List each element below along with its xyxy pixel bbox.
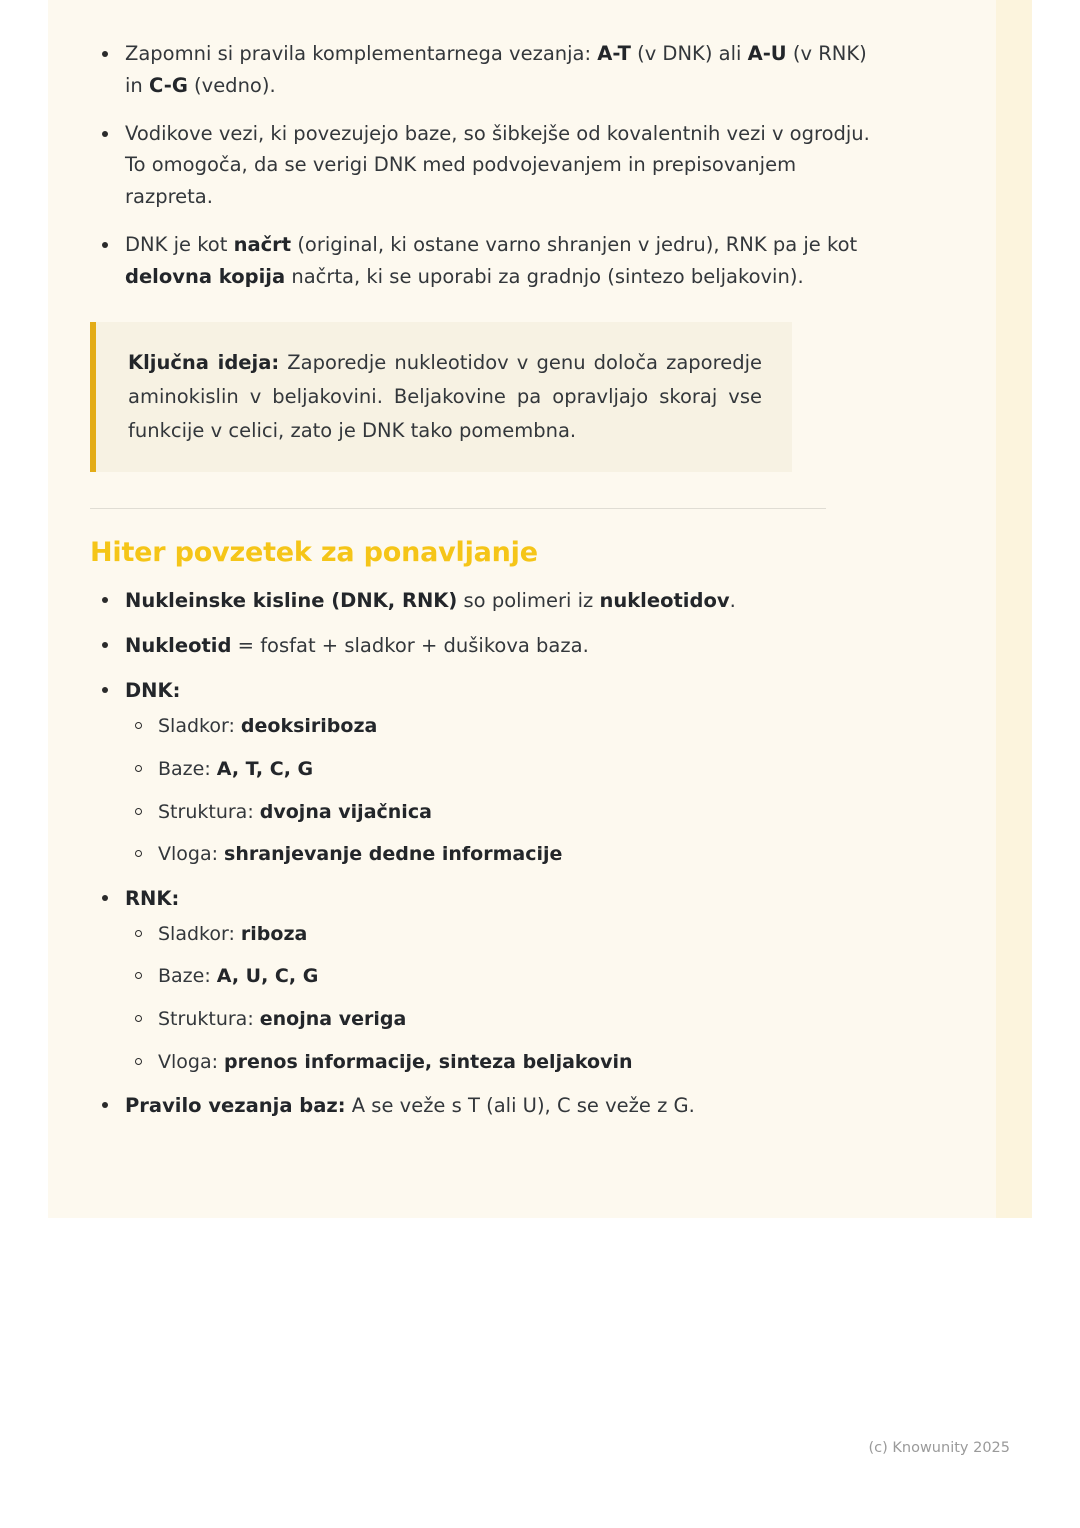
plain-text: Baze: — [158, 757, 217, 780]
plain-text: (original, ki ostane varno shranjen v jedru), RNK pa je kot — [291, 232, 858, 256]
plain-text: načrta, ki se uporabi za gradnjo (sintezo beljakovin). — [285, 264, 804, 288]
emphasis-text: shranjevanje dedne informacije — [224, 843, 563, 866]
emphasis-text: Nukleotid — [125, 633, 232, 657]
emphasis-text: Nukleinske kisline (DNK, RNK) — [125, 588, 458, 612]
emphasis-text: riboza — [240, 922, 308, 945]
sub-list — [125, 921, 880, 1076]
plain-text: Baze: — [158, 965, 217, 988]
copyright-footer: (c) Knowunity 2025 — [868, 1440, 1010, 1456]
page-accent-band — [996, 0, 1032, 1218]
sub-list-item — [125, 799, 880, 827]
emphasis-text: A, U, C, G — [216, 965, 319, 988]
emphasis-text: A, T, C, G — [216, 757, 314, 780]
sub-list-item — [125, 841, 880, 869]
list-item — [90, 118, 880, 213]
document-page — [48, 0, 1032, 1218]
key-idea-text — [128, 346, 762, 447]
emphasis-text: načrt — [233, 232, 292, 256]
sub-list-item — [125, 921, 880, 949]
emphasis-text: A-U — [747, 42, 787, 65]
emphasis-text: RNK: — [125, 886, 180, 910]
list-item — [90, 884, 880, 1076]
plain-text: A se veže s T (ali U), C se veže z G. — [345, 1094, 695, 1118]
plain-text: . — [729, 588, 736, 612]
sub-list-item — [125, 963, 880, 991]
intro-bullet-list — [90, 38, 880, 292]
plain-text: Struktura: — [158, 800, 260, 823]
emphasis-text: Pravilo vezanja baz: — [125, 1094, 346, 1118]
plain-text: so polimeri iz — [457, 588, 600, 612]
emphasis-text: enojna veriga — [259, 1007, 407, 1030]
plain-text: Vodikove vezi, ki povezujejo baze, so šibkejše od kovalentnih vezi v ogrodju. To omogoča, da se verigi DNK med podvojevanjem in prepisovanjem razpreta. — [125, 121, 870, 209]
emphasis-text: DNK: — [125, 679, 181, 703]
list-item — [90, 38, 880, 102]
plain-text: Vloga: — [158, 843, 225, 866]
plain-text: Struktura: — [158, 1007, 260, 1030]
page-title: Hiter povzetek za ponavljanje — [90, 536, 538, 568]
list-item — [90, 631, 880, 660]
plain-text: Sladkor: — [158, 922, 241, 945]
plain-text: (v RNK) in — [125, 42, 867, 97]
emphasis-text: dvojna vijačnica — [259, 800, 432, 823]
plain-text: (v DNK) ali — [630, 42, 748, 65]
emphasis-text: prenos informacije, sinteza beljakovin — [224, 1050, 633, 1073]
plain-text: (vedno). — [187, 73, 276, 97]
key-idea-callout — [90, 322, 792, 471]
sub-list-item — [125, 756, 880, 784]
plain-text: = fosfat + sladkor + dušikova baza. — [231, 633, 589, 657]
sub-list-item — [125, 713, 880, 741]
plain-text: DNK je kot — [125, 232, 234, 256]
emphasis-text: deoksiriboza — [240, 715, 378, 738]
list-item — [90, 229, 880, 293]
emphasis-text: C-G — [148, 73, 188, 97]
sub-list-item — [125, 1006, 880, 1034]
key-idea-body: Zaporedje nukleotidov v genu določa zaporedje aminokislin v beljakovini. Beljakovine pa opravljajo skoraj vse funkcije v celici, zato je DNK tako pomembna. — [128, 351, 762, 442]
list-item — [90, 1091, 880, 1120]
list-item — [90, 586, 880, 615]
plain-text: Sladkor: — [158, 715, 241, 738]
plain-text: Zapomni si pravila komplementarnega vezanja: — [125, 42, 598, 65]
summary-list — [90, 586, 880, 1121]
emphasis-text: A-T — [597, 42, 631, 65]
page-content — [90, 38, 880, 1136]
sub-list-item — [125, 1049, 880, 1077]
emphasis-text: nukleotidov — [599, 588, 730, 612]
sub-list — [125, 713, 880, 868]
section-divider — [90, 508, 826, 509]
plain-text: Vloga: — [158, 1050, 225, 1073]
key-idea-label: Ključna ideja: — [128, 351, 280, 375]
list-item — [90, 676, 880, 868]
emphasis-text: delovna kopija — [125, 264, 286, 288]
